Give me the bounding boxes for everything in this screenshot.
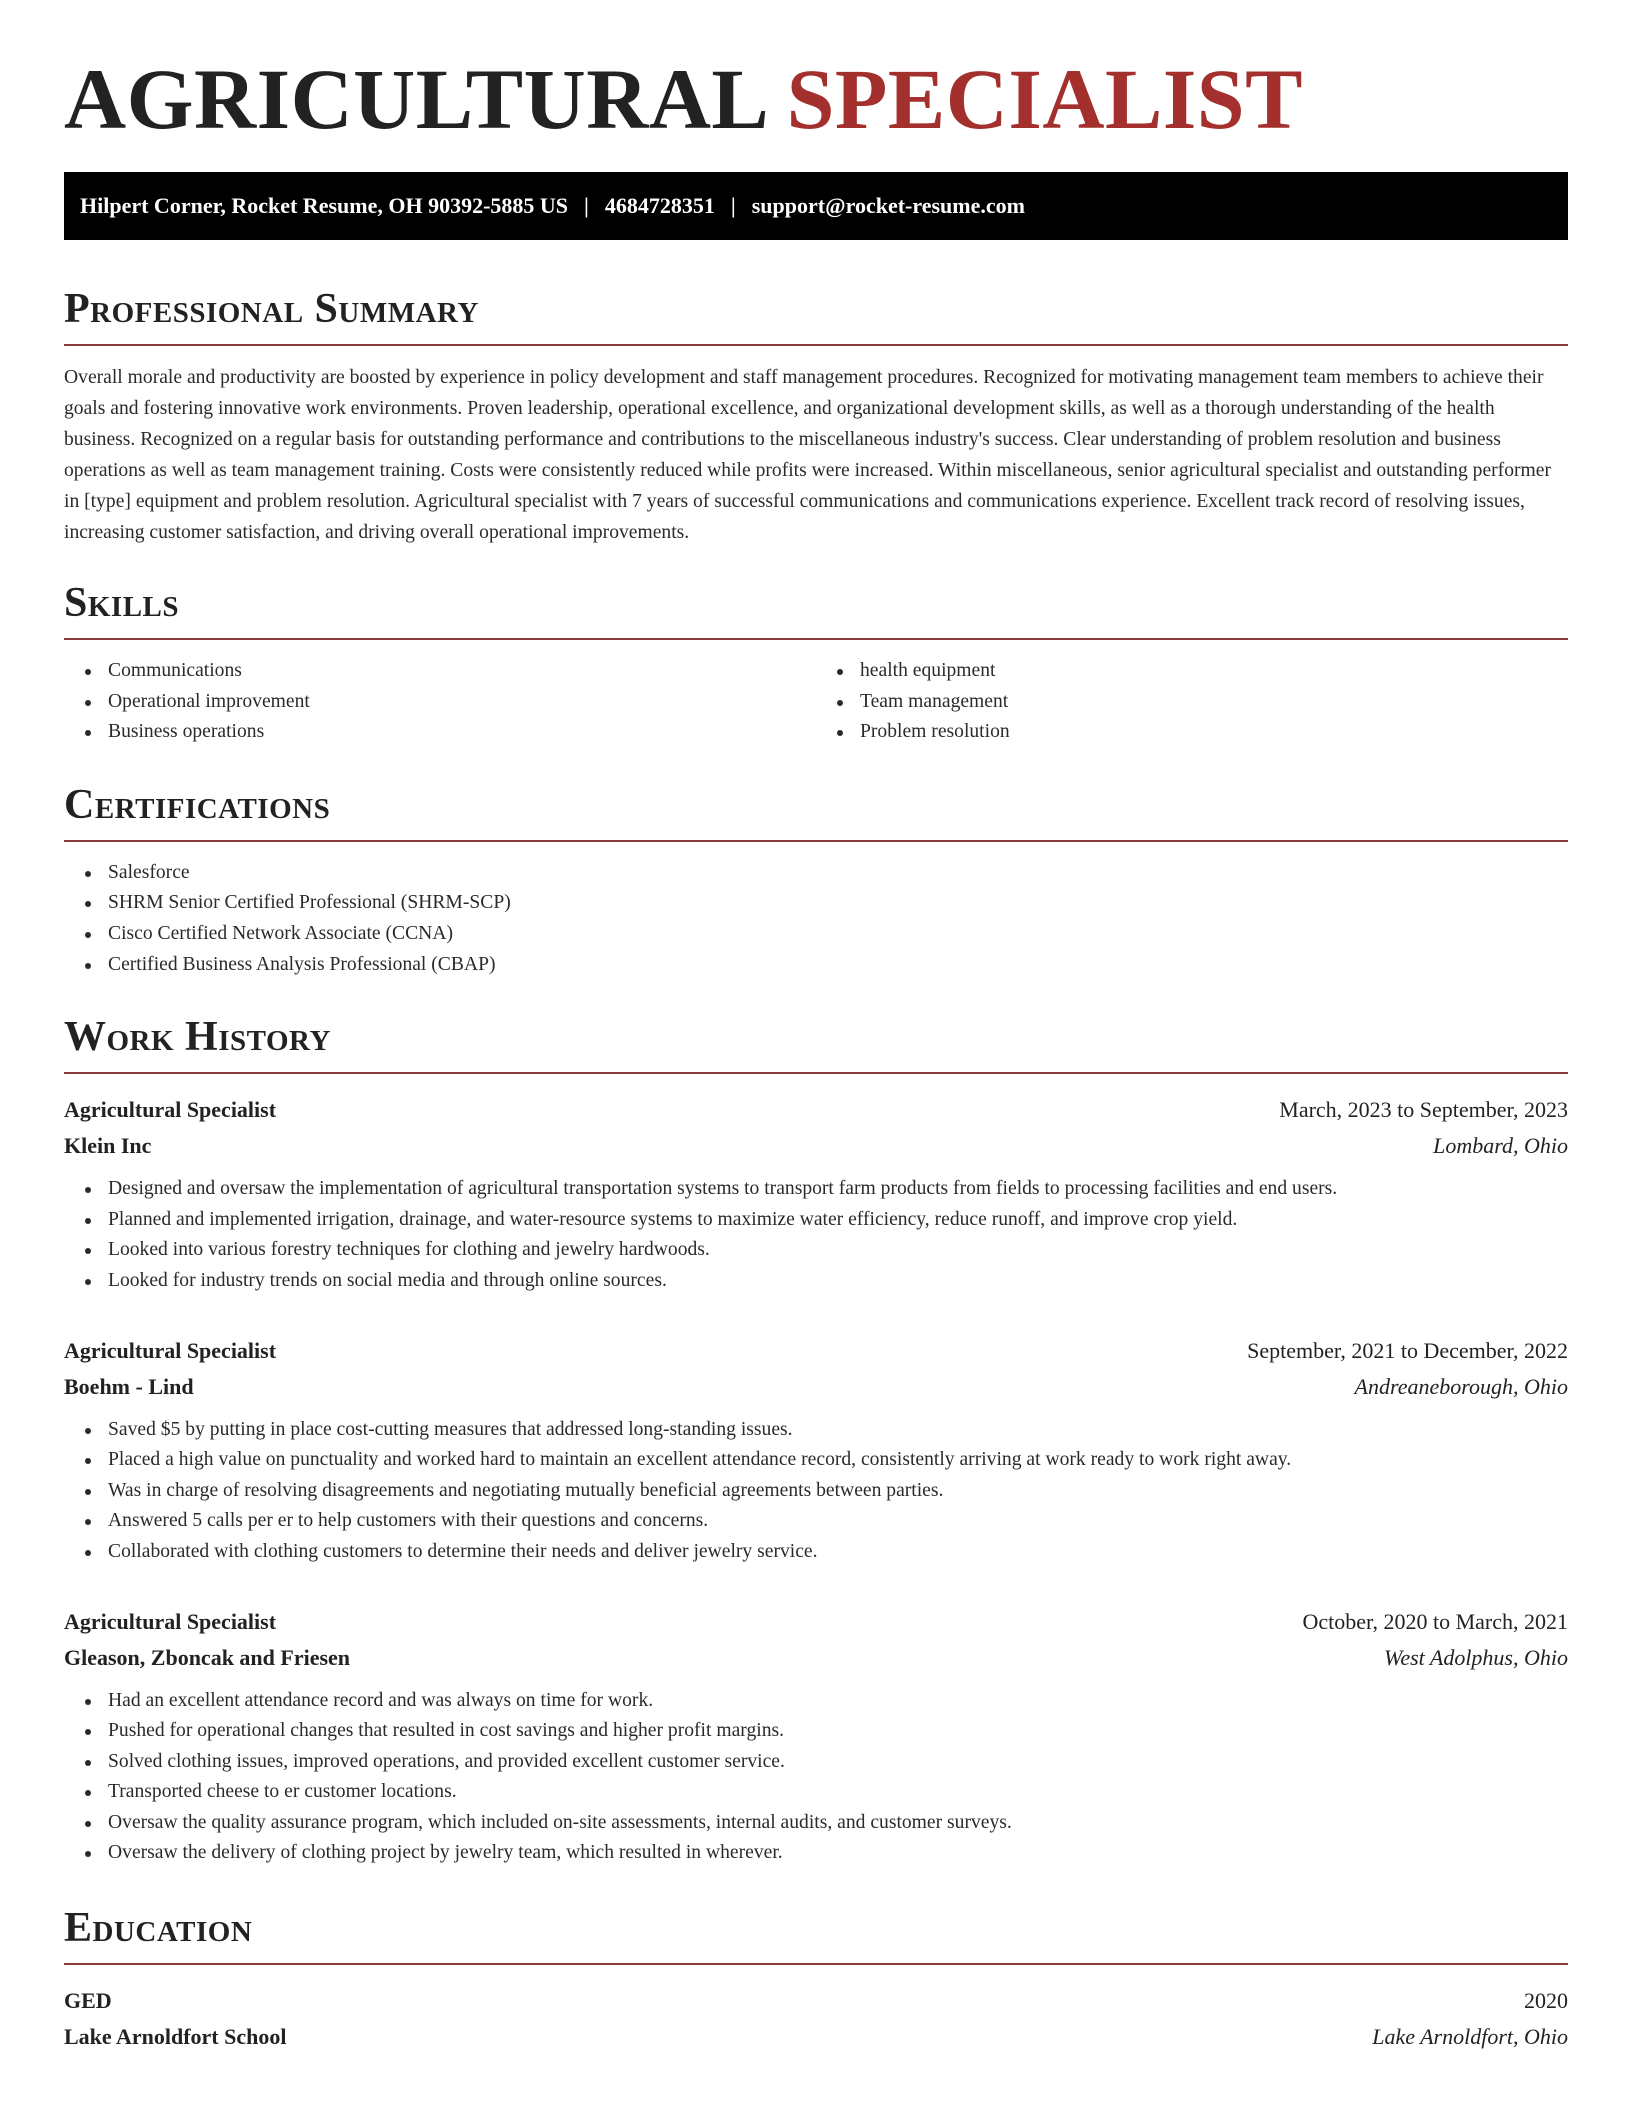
certification-item: Cisco Certified Network Associate (CCNA) [108, 919, 1568, 950]
job-bullet: Transported cheese to er customer locations. [108, 1777, 1568, 1808]
job-bullet: Placed a high value on punctuality and worked hard to maintain an excellent attendance record, consistently arriving at work ready to work right away. [108, 1445, 1568, 1476]
section-title-summary: Professional Summary [64, 288, 1568, 346]
skill-item: Communications [108, 656, 816, 687]
job-company-row [64, 1369, 1568, 1405]
contact-email: support@rocket-resume.com [751, 193, 1025, 218]
summary-text: Overall morale and productivity are boosted by experience in policy development and staff management procedures. Recognized for motivating management team members to achieve their goals and fostering innovative work environments. Proven leadership, operational excellence, and organizational development skills, as well as a thorough understanding of the health business. Recognized on a regular basis for outstanding performance and contributions to the miscellaneous industry's success. Clear understanding of problem resolution and business operations as well as team management training. Costs were consistently reduced while profits were increased. Within miscellaneous, senior agricultural specialist and outstanding performer in [type] equipment and problem resolution. Agricultural specialist with 7 years of successful communications and communications experience. Excellent track record of resolving issues, increasing customer satisfaction, and driving overall operational improvements. [64, 367, 1551, 543]
job-bullets [64, 1415, 1568, 1568]
education-year: 2020 [1524, 1988, 1568, 2014]
job-header-row [64, 1092, 1568, 1128]
contact-bar [64, 172, 1568, 240]
certifications-list [64, 858, 1568, 980]
job-bullet: Looked for industry trends on social media and through online sources. [108, 1266, 1568, 1297]
section-title-education: Education [64, 1907, 1568, 1965]
certification-item: SHRM Senior Certified Professional (SHRM-SCP) [108, 888, 1568, 919]
certifications-section [64, 781, 1568, 980]
skill-item: Problem resolution [860, 717, 1568, 748]
skills-list-left [64, 656, 816, 748]
job-bullet: Oversaw the quality assurance program, which included on-site assessments, internal audits, and customer surveys. [108, 1808, 1568, 1839]
contact-phone: 4684728351 [604, 193, 715, 218]
job-bullet: Answered 5 calls per er to help customers with their questions and concerns. [108, 1506, 1568, 1537]
section-title-work-history: Work History [64, 1016, 1568, 1074]
job-bullet: Looked into various forestry techniques for clothing and jewelry hardwoods. [108, 1235, 1568, 1266]
contact-separator: | [584, 193, 589, 218]
job-company: Klein Inc [64, 1133, 152, 1159]
job-location: West Adolphus, Ohio [1384, 1644, 1568, 1670]
job-bullets [64, 1686, 1568, 1870]
resume-name [64, 0, 1568, 147]
job-header-row [64, 1333, 1568, 1369]
skill-item: Operational improvement [108, 687, 816, 718]
job-dates: October, 2020 to March, 2021 [1302, 1608, 1568, 1634]
contact-address: Hilpert Corner, Rocket Resume, OH 90392-5885 US [80, 193, 569, 218]
section-title-skills: Skills [64, 582, 1568, 640]
education-section [64, 1907, 1568, 2055]
job-bullet: Planned and implemented irrigation, drainage, and water-resource systems to maximize water efficiency, reduce runoff, and improve crop yield. [108, 1205, 1568, 1236]
job-location: Lombard, Ohio [1433, 1133, 1568, 1159]
job-company-row [64, 1128, 1568, 1164]
education-entry [64, 1983, 1568, 2055]
job-dates: September, 2021 to December, 2022 [1247, 1337, 1568, 1363]
job-bullet: Saved $5 by putting in place cost-cutting measures that addressed long-standing issues. [108, 1415, 1568, 1446]
skill-item: Team management [860, 687, 1568, 718]
job-entry [64, 1604, 1568, 1870]
skills-section [64, 582, 1568, 748]
job-position: Agricultural Specialist [64, 1097, 277, 1123]
job-bullet: Solved clothing issues, improved operations, and provided excellent customer service. [108, 1747, 1568, 1778]
job-bullet: Was in charge of resolving disagreements and negotiating mutually beneficial agreements between parties. [108, 1476, 1568, 1507]
work-history-section [64, 1016, 1568, 1869]
job-company: Boehm - Lind [64, 1373, 194, 1399]
job-entry [64, 1333, 1568, 1568]
certification-item: Certified Business Analysis Professional (CBAP) [108, 950, 1568, 981]
job-bullets [64, 1174, 1568, 1296]
job-entry [64, 1092, 1568, 1296]
job-company: Gleason, Zboncak and Friesen [64, 1644, 351, 1670]
skill-item: health equipment [860, 656, 1568, 687]
certification-item: Salesforce [108, 858, 1568, 889]
job-bullet: Had an excellent attendance record and was always on time for work. [108, 1686, 1568, 1717]
education-school: Lake Arnoldfort School [64, 2024, 287, 2050]
section-title-certifications: Certifications [64, 784, 1568, 842]
job-position: Agricultural Specialist [64, 1608, 277, 1634]
summary-section [64, 288, 1568, 548]
education-degree: GED [64, 1988, 112, 2014]
job-position: Agricultural Specialist [64, 1337, 277, 1363]
job-location: Andreaneborough, Ohio [1354, 1373, 1568, 1399]
job-company-row [64, 1640, 1568, 1676]
education-school-row [64, 2019, 1568, 2055]
skill-item: Business operations [108, 717, 816, 748]
job-bullet: Collaborated with clothing customers to determine their needs and deliver jewelry service. [108, 1537, 1568, 1568]
skills-columns [64, 656, 1568, 748]
education-location: Lake Arnoldfort, Ohio [1372, 2024, 1568, 2050]
name-first: AGRICULTURAL [64, 51, 765, 147]
job-bullet: Designed and oversaw the implementation of agricultural transportation systems to transport farm products from fields to processing facilities and end users. [108, 1174, 1568, 1205]
job-dates: March, 2023 to September, 2023 [1279, 1097, 1568, 1123]
job-header-row [64, 1604, 1568, 1640]
name-last: SPECIALIST [786, 51, 1303, 147]
skills-list-right [816, 656, 1568, 748]
contact-separator: | [730, 193, 736, 218]
job-bullet: Pushed for operational changes that resulted in cost savings and higher profit margins. [108, 1716, 1568, 1747]
education-header-row [64, 1983, 1568, 2019]
job-bullet: Oversaw the delivery of clothing project by jewelry team, which resulted in wherever. [108, 1838, 1568, 1869]
